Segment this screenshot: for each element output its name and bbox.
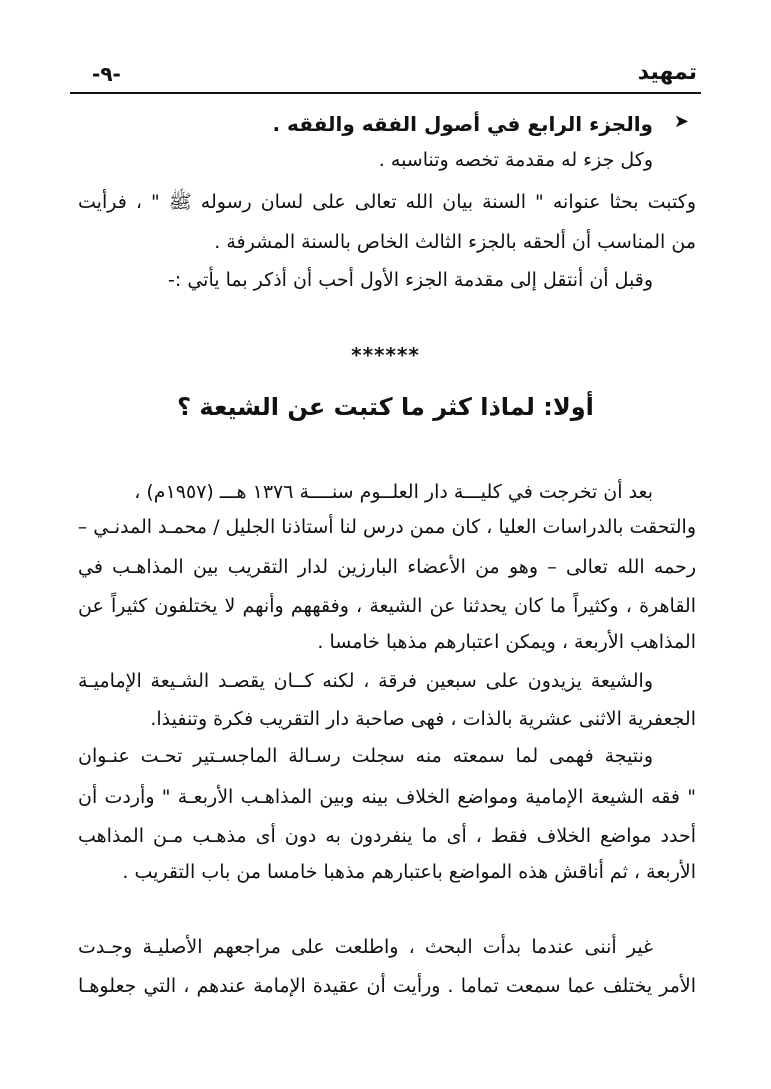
intro-line-2: وكتبت بحثا عنوانه " السنة بيان الله تعالى على لسان رسوله ﷺ " ، فرأيت: [78, 191, 696, 213]
body-line-1: بعد أن تخرجت في كليـــة دار العلــوم سنــــة ١٣٧٦ هـــ (١٩٥٧م) ،: [134, 481, 653, 503]
intro-line-4: وقبل أن أنتقل إلى مقدمة الجزء الأول أحب أن أذكر بما يأتي :-: [168, 269, 653, 291]
body-line-12: غير أننى عندما بدأت البحث ، واطلعت على مراجعهم الأصليـة وجـدت: [78, 936, 653, 958]
chapter-title: تمهيد: [637, 60, 697, 85]
body-line-7: الجعفرية الاثنى عشرية بالذات ، فهى صاحبة دار التقريب فكرة وتنفيذا.: [150, 708, 696, 730]
intro-line-1: وكل جزء له مقدمة تخصه وتناسبه .: [378, 149, 653, 171]
section-heading: أولا: لماذا كثر ما كتبت عن الشيعة ؟: [177, 393, 594, 421]
body-line-6: والشيعة يزيدون على سبعين فرقة ، لكنه كــان يقصـد الشـيعة الإماميـة: [78, 670, 653, 692]
body-line-13: الأمر يختلف عما سمعت تماما . ورأيت أن عقيدة الإمامة عندهم ، التي جعلوهـا: [78, 975, 696, 997]
body-line-3: رحمه الله تعالى – وهو من الأعضاء البارزين لدار التقريب بين المذاهـب في: [78, 556, 696, 578]
arrow-bullet-icon: ➤: [673, 111, 689, 132]
body-line-5: المذاهب الأربعة ، ويمكن اعتبارهم مذهبا خامسا .: [317, 631, 696, 653]
header-divider: [70, 92, 701, 94]
body-line-2: والتحقت بالدراسات العليا ، كان ممن درس لنا أستاذنا الجليل / محمـد المدنـي –: [77, 516, 696, 538]
bullet-line: والجزء الرابع في أصول الفقه والفقه .: [272, 112, 653, 136]
body-line-8: ونتيجة فهمى لما سمعته منه سجلت رسـالة الماجسـتير تحـت عنـوان: [78, 745, 653, 767]
body-line-11: الأربعة ، ثم أناقش هذه المواضع باعتبارهم مذهبا خامسا من باب التقريب .: [122, 861, 696, 883]
body-line-9: " فقه الشيعة الإمامية ومواضع الخلاف بينه وبين المذاهـب الأربعـة " وأردت أن: [78, 786, 696, 808]
stars-separator: ******: [351, 343, 420, 367]
page-number: -٩-: [92, 62, 121, 86]
intro-line-3: من المناسب أن ألحقه بالجزء الثالث الخاص بالسنة المشرفة .: [214, 231, 696, 253]
body-line-4: القاهرة ، وكثيراً ما كان يحدثنا عن الشيعة ، وفقههم وأنهم لا يختلفون كثيراً عن: [78, 595, 696, 617]
body-line-10: أحدد مواضع الخلاف فقط ، أى ما ينفردون به دون أى مذهـب مـن المذاهب: [78, 825, 696, 847]
